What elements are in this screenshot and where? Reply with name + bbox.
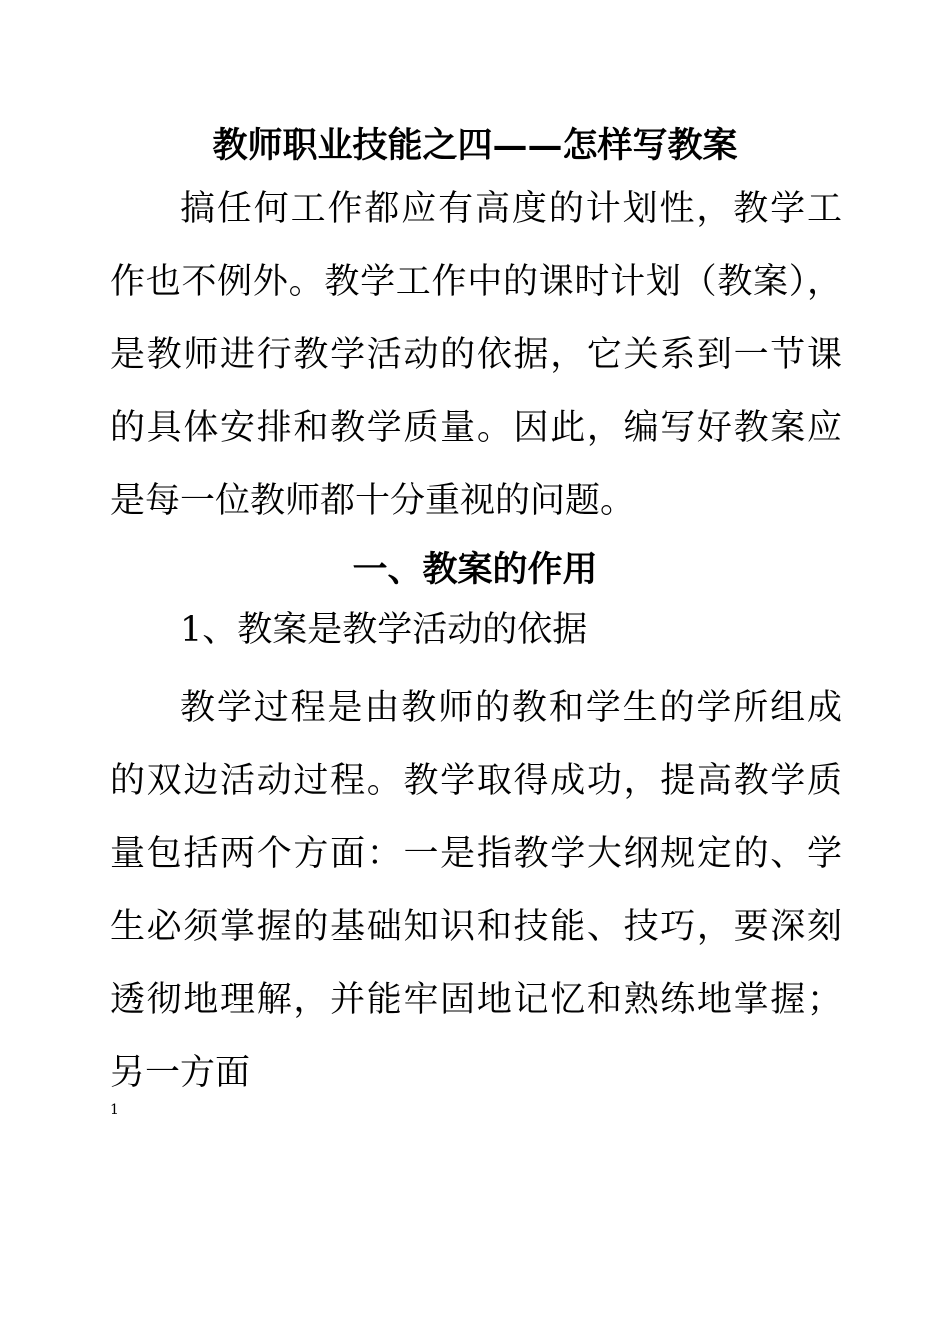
body-paragraph: 教学过程是由教师的教和学生的学所组成的双边活动过程。教学取得成功，提高教学质量包括两个方面：一是指教学大纲规定的、学生必须掌握的基础知识和技能、技巧，要深刻透彻地理解，并能牢固地记忆和熟练地掌握；另一方面 — [110, 688, 842, 1093]
section-heading: 一、教案的作用 — [352, 549, 598, 590]
page-number: 1 — [110, 1102, 119, 1118]
document-title: 教师职业技能之四——怎样写教案 — [212, 125, 738, 166]
intro-paragraph: 搞任何工作都应有高度的计划性，教学工作也不例外。教学工作中的课时计划（教案），是教师进行教学活动的依据，它关系到一节课的具体安排和教学质量。因此，编写好教案应是每一位教师都十分重视的问题。 — [110, 189, 842, 521]
subsection-heading: 1、教案是教学活动的依据 — [180, 610, 588, 650]
